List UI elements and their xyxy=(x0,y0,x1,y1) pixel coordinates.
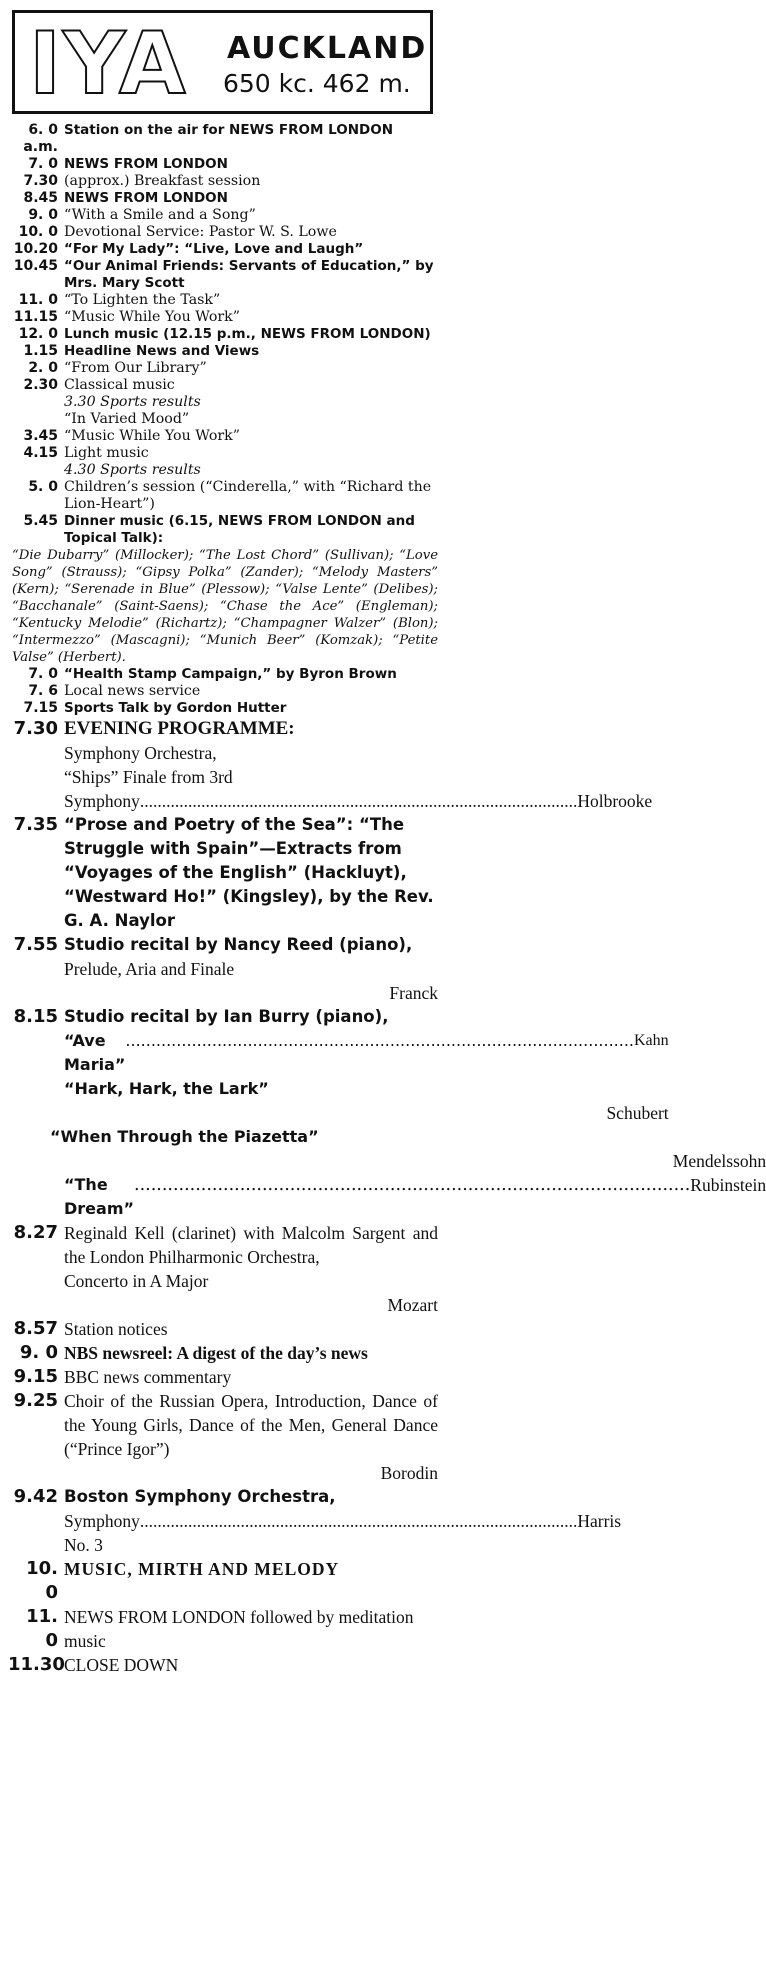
programme-row xyxy=(8,258,438,292)
composer: Mendelssohn xyxy=(672,1151,766,1171)
programme-time: 9.42 xyxy=(13,1486,58,1507)
programme-row xyxy=(8,1317,438,1341)
programme-row xyxy=(8,326,438,343)
programme-text: “Prose and Poetry of the Sea”: “The Struggle with Spain”—Extracts from “Voyages of the English” (Hackluyt), “Westward Ho!” (Kingsley), by the Rev. G. A. Naylor xyxy=(64,815,434,930)
programme-text: NEWS FROM LONDON xyxy=(64,156,228,172)
programme-time: 7.30 xyxy=(13,718,58,739)
programme-time: 8.57 xyxy=(13,1318,58,1339)
programme-text: BBC news commentary xyxy=(64,1367,232,1387)
programme-heading: Studio recital by Nancy Reed (piano), xyxy=(64,935,413,954)
programme-row xyxy=(8,343,438,360)
programme-heading: EVENING PROGRAMME: xyxy=(64,718,295,739)
programme-time: 5. 0 xyxy=(28,479,58,495)
programme-time: 10. 0 xyxy=(18,224,58,240)
programme-row xyxy=(8,1005,669,1125)
programme-time: 3.45 xyxy=(23,428,58,444)
programme-time: 12. 0 xyxy=(18,326,58,342)
composer: Harris xyxy=(577,1511,622,1531)
programme-time: 8.27 xyxy=(13,1222,58,1243)
programme-time: 6. 0 a.m. xyxy=(23,122,58,155)
programme-text: 4.30 Sports results xyxy=(64,462,201,478)
programme-text: Station on the air for NEWS FROM LONDON xyxy=(64,122,393,138)
programme-text: (approx.) Breakfast session xyxy=(64,173,261,189)
programme-row xyxy=(8,1221,438,1317)
programme-text: “Our Animal Friends: Servants of Education,” by Mrs. Mary Scott xyxy=(64,258,434,291)
programme-row xyxy=(8,122,438,156)
piece: “Hark, Hark, the Lark” xyxy=(64,1079,269,1098)
programme-row xyxy=(8,360,438,377)
programme-row xyxy=(8,173,438,190)
programme-text: “Music While You Work” xyxy=(64,428,241,444)
programme-row xyxy=(8,207,438,224)
programme-list xyxy=(8,122,766,1677)
programme-text: “To Lighten the Task” xyxy=(64,292,221,308)
station-city: AUCKLAND xyxy=(227,31,428,66)
station-header xyxy=(12,10,433,114)
programme-text: Headline News and Views xyxy=(64,343,260,359)
programme-row xyxy=(8,1341,438,1365)
programme-text: Lunch music (12.15 p.m., NEWS FROM LONDON) xyxy=(64,326,431,342)
dinner-music-list: “Die Dubarry” (Millocker); “The Lost Chord” (Sullivan); “Love Song” (Strauss); “Gipsy Polka” (Zander); “Melody Masters” (Kern); “Serenade in Blue” (Plessow); “Valse Lente” (Delibes); “Bacchanale” (Saint-Saens); “Chase the Ace” (Engleman); “Kentucky Melodie” (Richartz); “Champagner Walzer” (Blon); “Intermezzo” (Mascagni); “Munich Beer” (Komzak); “Petite Valse” (Herbert). xyxy=(12,548,438,665)
programme-row xyxy=(8,445,438,462)
programme-text: “Ships” Finale from 3rd xyxy=(64,767,233,787)
composer: Mozart xyxy=(387,1295,438,1315)
programme-time: 9. 0 xyxy=(28,207,58,223)
programme-text: 3.30 Sports results xyxy=(64,394,201,410)
programme-text: Devotional Service: Pastor W. S. Lowe xyxy=(64,224,337,240)
programme-row xyxy=(8,292,438,309)
station-frequency: 650 kc. 462 m. xyxy=(223,69,411,98)
programme-time: 7.30 xyxy=(23,173,58,189)
composer: Holbrooke xyxy=(577,791,653,811)
programme-time: 2.30 xyxy=(23,377,58,393)
programme-time: 9. 0 xyxy=(19,1342,58,1363)
programme-text: Classical music xyxy=(64,377,175,393)
programme-time: 9.15 xyxy=(13,1366,58,1387)
programme-text: “For My Lady”: “Live, Love and Laugh” xyxy=(64,241,364,257)
composer: Rubinstein xyxy=(690,1175,766,1195)
programme-row xyxy=(8,513,438,547)
programme-text: Choir of the Russian Opera, Introduction, Dance of the Young Girls, Dance of the Men, General Dance (“Prince Igor”) xyxy=(64,1391,438,1459)
programme-time: 7.55 xyxy=(13,934,58,955)
programme-row xyxy=(8,428,438,445)
programme-row xyxy=(8,462,438,479)
programme-text: Dinner music (6.15, NEWS FROM LONDON and Topical Talk): xyxy=(64,513,415,546)
programme-row xyxy=(8,224,438,241)
piece: “Ave Maria” xyxy=(64,1031,126,1074)
programme-text: Symphony Orchestra, xyxy=(64,743,217,763)
programme-text: Sports Talk by Gordon Hutter xyxy=(64,700,287,716)
composer: Kahn xyxy=(634,1032,669,1049)
programme-text: Symphony No. 3 xyxy=(64,1511,140,1555)
programme-text: “Music While You Work” xyxy=(64,309,241,325)
programme-row xyxy=(8,1557,438,1605)
programme-time: 8.15 xyxy=(13,1006,58,1027)
programme-time: 11. 0 xyxy=(18,292,58,308)
programme-text: “In Varied Mood” xyxy=(64,411,190,427)
programme-text: NEWS FROM LONDON xyxy=(64,190,228,206)
programme-text: NBS newsreel: A digest of the day’s news xyxy=(64,1343,368,1363)
programme-text: Symphony xyxy=(64,791,140,811)
programme-text: MUSIC, MIRTH AND MELODY xyxy=(64,1559,340,1579)
call-sign: IYA xyxy=(29,14,188,114)
programme-text: Local news service xyxy=(64,683,201,699)
programme-time: 10. 0 xyxy=(26,1558,58,1603)
composer: Schubert xyxy=(606,1103,669,1123)
programme-text: Prelude, Aria and Finale xyxy=(64,959,235,979)
programme-text: Children’s session (“Cinderella,” with “Richard the Lion-Heart”) xyxy=(64,479,432,512)
programme-text: Concerto in A Major xyxy=(64,1271,209,1291)
programme-text: “With a Smile and a Song” xyxy=(64,207,256,223)
programme-row xyxy=(8,1485,622,1557)
programme-text: NEWS FROM LONDON followed by meditation music xyxy=(64,1607,414,1651)
programme-time: 9.25 xyxy=(13,1390,58,1411)
programme-row xyxy=(8,394,438,411)
programme-row xyxy=(8,1605,438,1653)
programme-row xyxy=(8,1389,438,1485)
programme-row xyxy=(8,700,438,717)
programme-time: 7. 6 xyxy=(28,683,58,699)
programme-heading: Studio recital by Ian Burry (piano), xyxy=(64,1007,389,1026)
programme-row xyxy=(8,1653,438,1677)
piece: “The Dream” xyxy=(64,1175,135,1218)
programme-row xyxy=(8,813,438,933)
programme-time: 11.30 xyxy=(8,1654,65,1675)
programme-row xyxy=(8,683,438,700)
programme-time: 11. 0 xyxy=(26,1606,58,1651)
programme-text: “From Our Library” xyxy=(64,360,207,376)
programme-text: Light music xyxy=(64,445,149,461)
programme-row xyxy=(8,411,438,428)
programme-row xyxy=(8,241,438,258)
programme-text: Station notices xyxy=(64,1319,168,1339)
piece: “When Through the Piazetta” xyxy=(50,1127,319,1146)
programme-time: 1.15 xyxy=(23,343,58,359)
programme-text: CLOSE DOWN xyxy=(64,1655,179,1675)
programme-time: 5.45 xyxy=(23,513,58,529)
programme-row xyxy=(8,933,438,1005)
programme-time: 4.15 xyxy=(23,445,58,461)
programme-time: 11.15 xyxy=(13,309,58,325)
programme-row xyxy=(8,309,438,326)
programme-text: Boston Symphony Orchestra, xyxy=(64,1487,336,1506)
composer: Franck xyxy=(389,983,438,1003)
programme-row xyxy=(8,156,438,173)
programme-time: 7.15 xyxy=(23,700,58,716)
programme-text: “Health Stamp Campaign,” by Byron Brown xyxy=(64,666,397,682)
evening-programme xyxy=(8,717,766,1677)
programme-time: 7. 0 xyxy=(28,156,58,172)
programme-time: 2. 0 xyxy=(28,360,58,376)
programme-time: 7.35 xyxy=(13,814,58,835)
programme-row xyxy=(8,666,438,683)
programme-row xyxy=(8,479,438,513)
programme-row xyxy=(8,377,438,394)
programme-time: 10.45 xyxy=(13,258,58,274)
programme-row xyxy=(8,190,438,207)
programme-row xyxy=(8,717,653,813)
programme-time: 7. 0 xyxy=(28,666,58,682)
programme-text: Reginald Kell (clarinet) with Malcolm Sargent and the London Philharmonic Orchestra, xyxy=(64,1223,438,1267)
composer: Borodin xyxy=(380,1463,438,1483)
programme-time: 8.45 xyxy=(23,190,58,206)
programme-time: 10.20 xyxy=(13,241,58,257)
programme-row xyxy=(8,1365,438,1389)
